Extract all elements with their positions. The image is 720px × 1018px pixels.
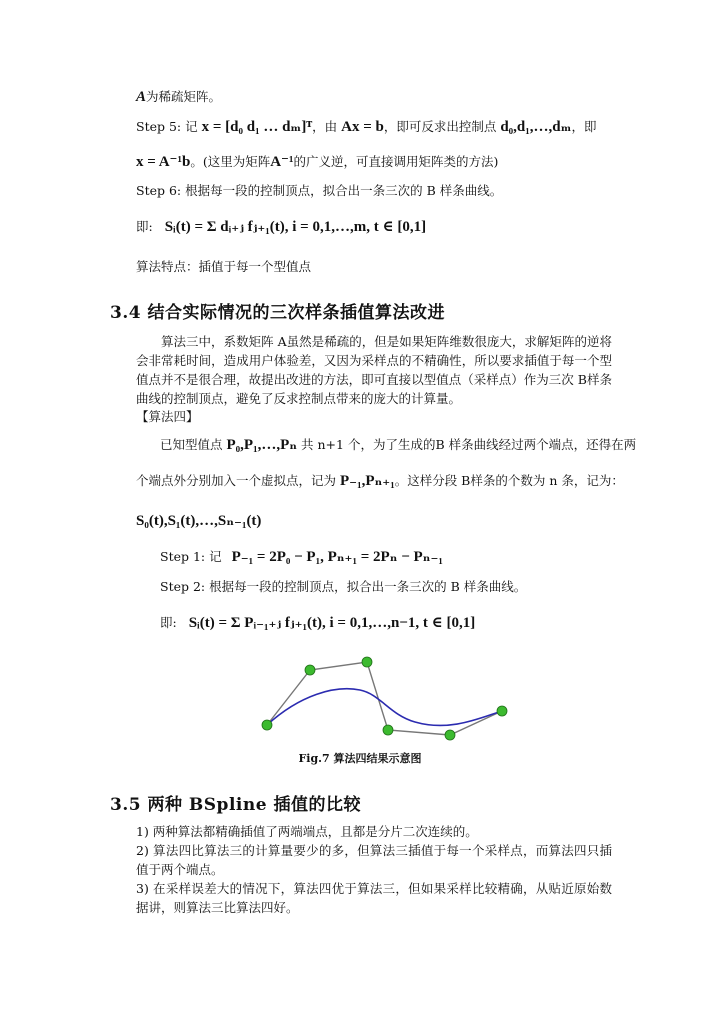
figure-caption: Fig.7 算法四结果示意图 [298,752,422,765]
virtual-post: 。这样分段 B样条的个数为 n 条，记为： [394,473,624,488]
sparse-matrix-line [136,88,221,106]
step5-text: ，由 [312,119,338,134]
section-3-5-title: 3.5 两种 BSpline 插值的比较 [110,795,361,815]
comparison-item-1: 1) 两种算法都精确插值了两端端点，且都是分片二次连续的。 [136,824,478,839]
control-point [445,730,455,740]
formula1-prefix: 即: [136,219,153,234]
virtual-pre: 个端点外分别加入一个虚拟点，记为 [136,473,337,488]
known-points: P₀,P₁,…,Pₙ [226,437,298,453]
step2-line: Step 2: 根据每一段的控制顶点，拟合出一条三次的 B 样条曲线。 [160,579,527,594]
algorithm-features: 算法特点：插值于每一个型值点 [136,259,312,274]
step5-text2: ，即可反求出控制点 [383,119,497,134]
inverse-symbol: A⁻¹ [270,154,294,170]
step6-line: Step 6: 根据每一段的控制顶点，拟合出一条三次的 B 样条曲线。 [136,183,503,198]
step1-label: Step 1: 记 [160,549,222,564]
step5-end: ，即 [571,119,597,134]
control-point [383,725,393,735]
inverse-line [136,153,498,171]
formula2-line [160,614,475,632]
step5-label: Step 5: 记 [136,119,198,134]
comparison-item-2: 2) 算法四比算法三的计算量要少的多，但算法三插值于每一个采样点，而算法四只插值于两个端点。 [136,843,612,877]
formula1: Sᵢ(t) = Σ dᵢ₊ⱼ fⱼ₊₁(t), i = 0,1,…,m, t ∈ [0,1] [164,219,427,235]
step5-vector: x = [d₀ d₁ … dₘ]ᵀ [201,119,313,135]
step5-equation: Ax = b [341,119,384,135]
inverse-text: 。(这里为矩阵 [190,154,271,169]
control-point [362,657,372,667]
step5-controls: d₀,d₁,…,dₘ [500,119,572,135]
comparison-item-3: 3) 在采样误差大的情况下，算法四优于算法三，但如果采样比较精确，从贴近原始数据讲，则算法三比算法四好。 [136,881,612,915]
section-3-4-title: 3.4 结合实际情况的三次样条插值算法改进 [110,303,445,323]
segments-sequence: S₀(t),S₁(t),…,Sₙ₋₁(t) [136,513,262,529]
formula2-prefix: 即: [160,615,177,630]
bspline-figure [255,650,520,745]
inverse-text2: 的广义逆，可直接调用矩阵类的方法) [293,154,499,169]
control-polygon [267,662,502,735]
formula2: Sᵢ(t) = Σ Pᵢ₋₁₊ⱼ fⱼ₊₁(t), i = 0,1,…,n−1, t ∈ [0,1] [188,615,476,631]
control-points [262,657,507,740]
algorithm-four-tag: 【算法四】 [136,409,199,424]
control-point [305,665,315,675]
control-point [262,720,272,730]
virtual-points-line [136,472,624,490]
segments-line [136,512,261,530]
inverse-equation: x = A⁻¹b [136,154,191,170]
control-point [497,706,507,716]
section-3-4-paragraph: 算法三中，系数矩阵 A虽然是稀疏的，但是如果矩阵维数很庞大，求解矩阵的逆将会非常耗时间，造成用户体验差，又因为采样点的不精确性，所以要求插值于每一个型值点并不是很合理，故提出改进的方法，即可直接以型值点（采样点）作为三次 B样条曲线的控制顶点，避免了反求控制点带来的庞大的计算量。 [136,334,612,406]
formula1-line [136,218,426,236]
step1-equation: P₋₁ = 2P₀ − P₁, Pₙ₊₁ = 2Pₙ − Pₙ₋₁ [231,549,443,565]
step1-line [160,548,443,566]
known-points-line [160,436,636,454]
line-text: 为稀疏矩阵。 [146,89,222,104]
known-pre: 已知型值点 [160,437,223,452]
known-post: 共 n+1 个，为了生成的B 样条曲线经过两个端点，还得在两 [301,437,637,452]
matrix-symbol: A [136,89,147,105]
virtual-points: P₋₁,Pₙ₊₁ [340,473,395,489]
step5-line [136,118,597,136]
